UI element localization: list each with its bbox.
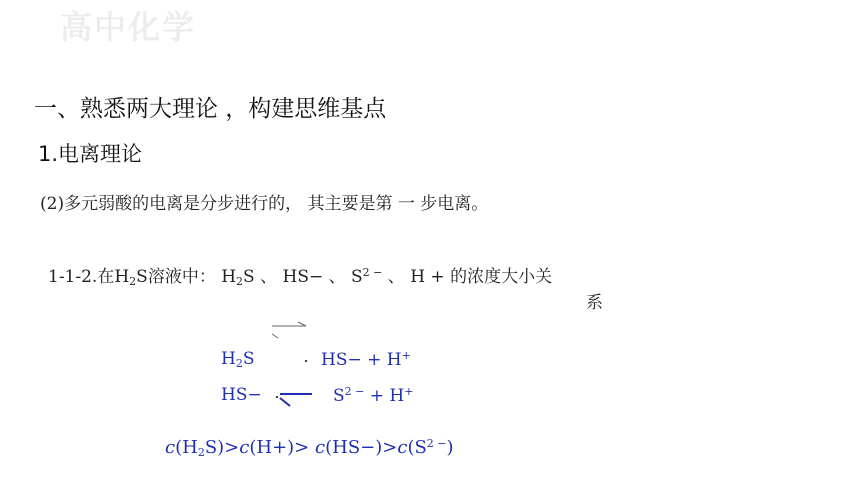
question-text xyxy=(48,262,552,288)
equilibrium-arrow-icon xyxy=(278,388,318,410)
equation-2-left: HS− xyxy=(221,385,262,405)
concentration-order: $c(H_2S)>c(H+)> c(HS-)>c(S^{2 -})$ xyxy=(165,437,454,459)
question-rest: S 、 HS− 、 S xyxy=(243,267,363,287)
watermark: 高中化学 xyxy=(60,8,197,46)
question-text-line2: 系 xyxy=(586,293,603,313)
section-heading: 一、熟悉两大理论 ，构建思维基点 xyxy=(34,96,387,122)
equilibrium-arrow-icon xyxy=(270,320,310,342)
subsection-title: 1.电离理论 xyxy=(38,142,143,166)
subscript: 2 xyxy=(129,275,137,288)
question-rest2: 、 H + 的浓度大小关 xyxy=(382,267,553,287)
paragraph-text: (2)多元弱酸的电离是分步进行的， 其主要是第 一 步电离。 xyxy=(40,194,489,214)
equation-1-left: $H_2S$ xyxy=(221,349,255,370)
subscript: 2 xyxy=(236,275,244,288)
equation-1-right: HS− + H+ xyxy=(321,349,411,370)
dot-mark xyxy=(305,360,307,362)
superscript: 2 − xyxy=(362,266,383,279)
question-prefix: 1-1-2.在H xyxy=(48,267,130,287)
equation-2-right: $S^{2 -} + H^+$ xyxy=(333,385,414,406)
question-mid: S溶液中： H xyxy=(136,267,237,287)
